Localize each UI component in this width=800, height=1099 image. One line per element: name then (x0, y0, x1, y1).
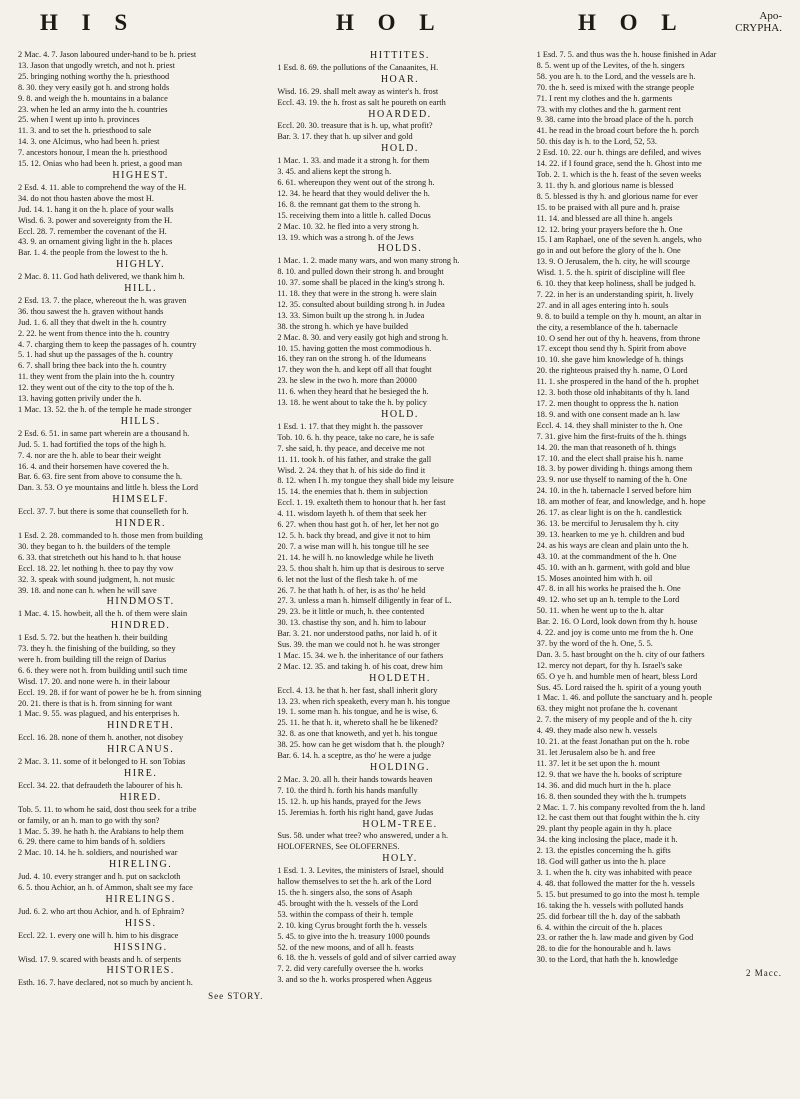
concordance-line: 1 Mac. 15. 34. we h. the inheritance of our fathers (277, 650, 444, 660)
concordance-line: HOLOFERNES, See OLOFERNES. (277, 842, 400, 852)
concordance-line: Eccl. 43. 19. the h. frost as salt he poureth on earth (277, 97, 446, 107)
concordance-line: 14. 20. the man that reasoneth of h. things (536, 442, 677, 452)
concordance-line: 58. you are h. to the Lord, and the vessels are h. (536, 71, 696, 81)
entry-heading: HOAR. (380, 73, 420, 85)
concordance-line: 23. when he led an army into the h. countries (18, 104, 168, 114)
concordance-line: 25. bringing nothing worthy the h. priesthood (18, 71, 170, 81)
concordance-line: 15. 12. Onias who had been h. priest, a good man (18, 159, 183, 169)
concordance-line: Jud. 6. 2. who art thou Achior, and h. of Ephraim? (18, 906, 185, 916)
concordance-line: were h. from building till the reign of Darius (18, 654, 167, 664)
concordance-line: Eccl. 37. 7. but there is some that counselleth for h. (18, 507, 189, 517)
concordance-line: 3. 1. when the h. city was inhabited with peace (536, 867, 692, 877)
column-left (18, 50, 263, 1090)
entry-heading: HINDER. (115, 518, 167, 530)
concordance-line: 7. 22. in her is an understanding spirit, h. lively (536, 289, 694, 299)
concordance-line: 2. 13. the epistles concerning the h. gifts (536, 846, 671, 856)
concordance-line: Tob. 5. 11. to whom he said, dost thou seek for a tribe (18, 804, 197, 814)
concordance-line: 6. 29. there came to him bands of h. soldiers (18, 837, 166, 847)
concordance-line: 4. 22. and joy is come unto me from the h. One (536, 628, 694, 638)
concordance-line: 1 Mac. 5. 39. he hath h. the Arabians to help them (18, 826, 184, 836)
concordance-line: 32. 3. speak with sound judgment, h. not music (18, 574, 175, 584)
concordance-line: 23. 9. nor use thyself to naming of the h. One (536, 475, 688, 485)
concordance-line: 12. 9. that we have the h. books of scripture (536, 769, 682, 779)
concordance-line: Eccl. 20. 30. treasure that is h. up, what profit? (277, 121, 433, 131)
concordance-line: 2 Mac. 8. 30. and very easily got high and strong h. (277, 332, 449, 342)
entry-heading: HOLD. (381, 409, 419, 420)
concordance-line: 6. 5. thou Achior, an h. of Ammon, shalt see my face (18, 883, 193, 893)
concordance-line: 45. 10. with an h. garment, with gold and blue (536, 562, 690, 572)
concordance-line: Dan. 3. 53. O ye mountains and little h. bless the Lord (18, 483, 198, 493)
concordance-line: 2 Mac. 3. 11. some of it belonged to H. son Tobias (18, 757, 186, 767)
concordance-line: 38. 25. how can he get wisdom that h. the plough? (277, 740, 445, 750)
columns (18, 50, 782, 1090)
concordance-line: 14. 3. one Alcimus, who had been h. priest (18, 137, 160, 147)
concordance-line: 73. with my clothes and the h. garment rent (536, 104, 681, 114)
concordance-line: 1 Mac. 9. 55. was plagued, and his enterprises h. (18, 709, 180, 719)
concordance-line: 17. except thou send thy h. Spirit from above (536, 344, 687, 354)
concordance-line: 7. 2. did very carefully oversee the h. works (277, 964, 424, 974)
concordance-line: Eccl. 18. 22. let nothing h. thee to pay thy vow (18, 563, 174, 573)
concordance-line: 1 Esd. 1. 3. Levites, the ministers of Israel, should (277, 866, 444, 876)
concordance-line: 53. within the compass of their h. temple (277, 909, 414, 919)
concordance-line: 7. 4. nor are the h. able to bear their weight (18, 450, 162, 460)
concordance-line: Bar. 3. 21. nor understood paths, nor laid h. of it (277, 629, 438, 639)
concordance-line: 12. 5. h. back thy bread, and give it not to him (277, 530, 431, 540)
entry-heading: HISS. (124, 917, 157, 929)
concordance-line: 2 Mac. 8. 11. God hath delivered, we thank him h. (18, 272, 185, 282)
concordance-line: 43. 9. an ornament giving light in the h. places (18, 237, 173, 247)
concordance-line: 25. 11. he that h. it, whereto shall he be likened? (277, 718, 438, 728)
entry-heading: HOLM-TREE. (362, 818, 438, 830)
concordance-line: 17. they won the h. and kept off all that fought (277, 365, 432, 375)
concordance-line: the city, a resemblance of the h. tabernacle (536, 322, 678, 332)
concordance-line: 20. 21. there is that is h. from sinning for want (18, 698, 173, 708)
concordance-line: 1 Mac. 1. 2. made many wars, and won many strong h. (277, 256, 460, 266)
concordance-line: Sus. 39. the man we could not h. he was stronger (277, 640, 440, 650)
entry-heading: HOLY. (382, 853, 418, 865)
concordance-line: 3. 11. thy h. and glorious name is blessed (536, 180, 674, 190)
concordance-line: 29. 23. be it little or much, h. thee contented (277, 607, 425, 617)
concordance-line: Wisd. 2. 24. they that h. of his side do find it (277, 465, 426, 475)
concordance-line: Esth. 16. 7. have declared, not so much by ancient h. (18, 978, 193, 988)
concordance-line: 30. 13. chastise thy son, and h. him to labour (277, 618, 426, 628)
catchword: 2 Macc. (745, 968, 782, 979)
concordance-line: Bar. 3. 17. they that h. up silver and gold (277, 132, 413, 142)
concordance-line: 6. 18. the h. vessels of gold and of silver carried away (277, 953, 457, 963)
concordance-line: 17. 10. and the elect shall praise his h. name (536, 453, 684, 463)
concordance-line: 7. ancestors honour, I mean the h. priesthood (18, 148, 167, 158)
concordance-line: Wisd. 17. 20. and none were h. in their labour (18, 676, 170, 686)
entry-heading: HIRCANUS. (107, 744, 175, 756)
concordance-line: 30. to the Lord, that hath the h. knowledge (536, 955, 678, 965)
concordance-line: 47. 8. in all his works he praised the h. One (536, 584, 681, 594)
concordance-line: Jud. 1. 6. all they that dwelt in the h. country (18, 317, 167, 327)
section-marker (735, 10, 782, 34)
concordance-line: 11. 11. took h. of his father, and strake the gall (277, 454, 432, 464)
concordance-line: 73. they h. the finishing of the building, so they (18, 644, 176, 654)
concordance-line: 2. 10. king Cyrus brought forth the h. vessels (277, 920, 427, 930)
column-right (537, 50, 782, 1090)
concordance-line: 27. 3. unless a man h. himself diligently in fear of L. (277, 596, 452, 606)
concordance-line: hallow themselves to set the h. ark of the Lord (277, 877, 432, 887)
concordance-line: 2 Esd. 6. 51. in same part wherein are a thousand h. (18, 428, 190, 438)
concordance-line: Eccl. 4. 14. they shall minister to the h. One (536, 420, 683, 430)
concordance-line: 18. 9. and with one consent made an h. law (536, 409, 680, 419)
concordance-line: or family, or an h. man to go with thy son? (18, 815, 160, 825)
concordance-line: 16. they ran on the strong h. of the Idumeans (277, 354, 426, 364)
concordance-line: 12. they went out of the city to the top of the h. (18, 383, 175, 393)
concordance-line: 7. 31. give him the first-fruits of the h. things (536, 431, 687, 441)
concordance-line: Tob. 2. 1. which is the h. feast of the seven weeks (536, 169, 702, 179)
concordance-line: 13. 33. Simon built up the strong h. in Judea (277, 310, 425, 320)
concordance-line: 10. 21. at the feast Jonathan put on the h. robe (536, 737, 690, 747)
concordance-line: 70. the h. seed is mixed with the strange people (536, 82, 695, 92)
section-marker-top: Apo- (759, 10, 782, 22)
concordance-line: 2. 7. the misery of my people and of the h. city (536, 715, 692, 725)
concordance-line: 11. 14. and blessed are all thine h. angels (536, 213, 673, 223)
concordance-line: Jud. 14. 1. hang it on the h. place of your walls (18, 204, 174, 214)
concordance-line: 52. of the new moons, and of all h. feasts (277, 942, 414, 952)
concordance-line: 15. Jeremias h. forth his right hand, gave Judas (277, 807, 434, 817)
concordance-line: 3. and so the h. works prospered when Aggeus (277, 975, 432, 985)
concordance-line: 6. 10. they that keep holiness, shall be judged h. (536, 279, 696, 289)
concordance-line: 12. mercy not depart, for thy h. Israel's sake (536, 660, 683, 670)
concordance-line: 15. 14. the enemies that h. them in subjection (277, 487, 428, 497)
entry-heading: HIMSELF. (112, 494, 169, 506)
concordance-line: 5. 15. but presumed to go into the most h. temple (536, 889, 700, 899)
concordance-line: Eccl. 28. 7. remember the covenant of the H. (18, 226, 167, 236)
concordance-line: Dan. 3. 5. hast brought on the h. city of our fathers (536, 649, 705, 659)
concordance-line: 13. Jason that ungodly wretch, and not h. priest (18, 60, 175, 70)
concordance-line: 65. O ye h. and humble men of heart, bless Lord (536, 671, 698, 681)
concordance-line: 28. to die for the honourable and h. laws (536, 944, 671, 954)
concordance-line: 1 Mac. 1. 33. and made it a strong h. for them (277, 156, 430, 166)
concordance-line: 8. 5. went up of the Levites, of the h. singers (536, 60, 685, 70)
entry-heading: HIRED. (119, 791, 162, 803)
concordance-line: 6. 33. that stretcheth out his hand to h. that house (18, 552, 181, 562)
concordance-line: 20. 7. a wise man will h. his tongue till he see (277, 541, 429, 551)
concordance-line: 9. 8. and weigh the h. mountains in a balance (18, 93, 168, 103)
concordance-line: 13. having gotten privily under the h. (18, 394, 142, 404)
concordance-line: 39. 18. and none can h. when he will save (18, 585, 157, 595)
concordance-line: 34. the king inclosing the place, made it h. (536, 835, 678, 845)
concordance-line: 2 Esd. 10. 22. our h. things are defiled, and wives (536, 148, 701, 158)
concordance-line: Jud. 5. 1. had fortified the tops of the high h. (18, 439, 166, 449)
concordance-line: 7. she said, h. thy peace, and deceive me not (277, 443, 425, 453)
concordance-line: Eccl. 4. 13. he that h. her fast, shall inherit glory (277, 685, 438, 695)
concordance-line: 8. 10. and pulled down their strong h. and brought (277, 267, 444, 277)
concordance-line: 17. 2. men thought to oppress the h. nation (536, 399, 679, 408)
concordance-line: Bar. 2. 16. O Lord, look down from thy h. house (536, 617, 698, 627)
concordance-line: 10. 37. some shall be placed in the king's strong h. (277, 278, 445, 288)
running-head (18, 10, 782, 50)
concordance-line: 2 Mac. 1. 7. his company revolted from the h. land (536, 802, 705, 812)
running-head-right: H O L (578, 10, 686, 35)
concordance-line: 2 Mac. 4. 7. Jason laboured under-hand to be h. priest (18, 50, 197, 59)
entry-heading: HOLDS. (377, 243, 423, 255)
concordance-line: 18. am mother of fear, and knowledge, and h. hope (536, 497, 706, 507)
concordance-line: 63. they might not profane the h. covenant (536, 704, 678, 714)
concordance-line: 11. 6. when they heard that he besieged the h. (277, 387, 429, 397)
concordance-line: 12. 35. consulted about building strong h. in Judea (277, 299, 445, 309)
concordance-line: 37. by the word of the h. One, 5. 5. (536, 638, 653, 648)
concordance-line: 1 Esd. 5. 72. but the heathen h. their building (18, 633, 168, 643)
concordance-line: 71. I rent my clothes and the h. garments (536, 93, 673, 103)
catchword: See STORY. (208, 991, 264, 1002)
concordance-line: 8. 5. blessed is thy h. and glorious name for ever (536, 191, 698, 201)
concordance-line: 23. 5. thou shalt h. him up that is desirous to serve (277, 563, 445, 573)
concordance-line: Bar. 6. 14. h. a sceptre, as tho' he were a judge (277, 751, 431, 761)
concordance-line: 15. receiving them into a little h. called Docus (277, 210, 431, 220)
concordance-line: 1 Esd. 8. 69. the pollutions of the Canaanites, H. (277, 62, 439, 72)
concordance-line: 11. 3. and to set the h. priesthood to sale (18, 126, 152, 136)
concordance-line: 21. 14. he will h. no knowledge while he liveth (277, 552, 434, 562)
concordance-line: 43. 10. at the commandment of the h. One (536, 551, 677, 561)
concordance-line: 2. 22. he went from thence into the h. country (18, 328, 170, 338)
concordance-line: 1 Esd. 2. 28. commanded to h. those men from building (18, 530, 203, 540)
concordance-line: 41. he read in the broad court before the h. porch (536, 126, 699, 136)
concordance-line: 19. 1. some man h. his tongue, and he is wise, 6. (277, 707, 438, 717)
concordance-line: 25. did forbear till the h. day of the sabbath (536, 911, 681, 921)
concordance-line: 45. brought with the h. vessels of the Lord (277, 898, 418, 908)
entry-heading: HIRE. (123, 768, 158, 779)
concordance-line: 50. this day is h. to the Lord, 52, 53. (536, 137, 657, 147)
concordance-line: 15. the h. singers also, the sons of Asaph (277, 887, 413, 897)
concordance-line: Wisd. 17. 9. scared with beasts and h. of serpents (18, 954, 182, 964)
concordance-line: 7. 10. the third h. forth his hands manfully (277, 785, 418, 795)
concordance-line: 2 Mac. 10. 14. he h. soldiers, and nourished war (18, 848, 178, 858)
entry-heading: HIRELINGS. (105, 893, 176, 905)
concordance-line: 16. 4. and their horsemen have covered the h. (18, 461, 169, 471)
concordance-line: Eccl. 34. 22. that defraudeth the labourer of his h. (18, 780, 183, 790)
concordance-line: Wisd. 16. 29. shall melt away as winter's h. frost (277, 86, 439, 96)
entry-heading: HOARDED. (368, 108, 432, 120)
entry-heading: HINDRETH. (107, 720, 175, 732)
concordance-line: Sus. 58. under what tree? who answered, under a h. (277, 831, 449, 841)
entry-heading: HISTORIES. (106, 965, 175, 977)
concordance-line: 15. to be praised with all pure and h. praise (536, 202, 680, 212)
concordance-line: 4. 11. wisdom layeth h. of them that seek her (277, 509, 427, 519)
concordance-line: 39. 13. hearken to me ye h. children and bud (536, 529, 685, 539)
concordance-line: 32. 8. as one that knoweth, and yet h. his tongue (277, 729, 438, 739)
concordance-line: Wisd. 1. 5. the h. spirit of discipline will flee (536, 268, 685, 278)
concordance-line: 1 Esd. 1. 17. that they might h. the passover (277, 421, 423, 431)
concordance-line: 12. 34. he heard that they would deliver the h. (277, 188, 430, 198)
concordance-line: 8. 12. when I h. my tongue they shall bide my leisure (277, 476, 454, 486)
concordance-line: 1 Mac. 13. 52. the h. of the temple he made stronger (18, 405, 192, 414)
concordance-line: 2 Esd. 4. 11. able to comprehend the way of the H. (18, 182, 187, 192)
concordance-line: 6. 61. whereupon they went out of the strong h. (277, 177, 435, 187)
concordance-line: 11. they went from the plain into the h. country (18, 372, 175, 382)
entry-heading: HOLDING. (369, 762, 431, 773)
concordance-line: 29. plant thy people again in thy h. place (536, 824, 672, 834)
concordance-line: 49. 12. who set up an h. temple to the Lord (536, 595, 680, 605)
section-marker-bottom: CRYPHA. (735, 22, 782, 34)
concordance-line: 5. 1. had shut up the passages of the h. country (18, 350, 174, 360)
concordance-line: 14. 36. and did much hurt in the h. place (536, 780, 671, 790)
concordance-line: 15. Moses anointed him with h. oil (536, 573, 653, 583)
concordance-line: Eccl. 19. 28. if for want of power he be h. from sinning (18, 687, 202, 697)
concordance-line: 6. let not the lust of the flesh take h. of me (277, 574, 418, 584)
concordance-line: 12. 3. both those old inhabitants of thy h. land (536, 388, 690, 398)
entry-heading: HINDRED. (110, 620, 171, 632)
concordance-line: Wisd. 6. 3. power and sovereignty from the H. (18, 215, 173, 225)
concordance-line: 50. 11. when he went up to the h. altar (536, 606, 664, 616)
concordance-line: 26. 17. as clear light is on the h. candlestick (536, 508, 682, 518)
concordance-line: 9. 38. came into the broad place of the h. porch (536, 115, 694, 125)
concordance-line: 16. 8. the remnant gat them to the strong h. (277, 199, 421, 209)
concordance-line: Tob. 10. 6. h. thy peace, take no care, he is safe (277, 432, 435, 442)
entry-heading: HIGHEST. (112, 169, 169, 181)
column-middle (277, 50, 522, 1090)
concordance-line: 6. 6. they were not h. from building until such time (18, 665, 188, 675)
concordance-line: Sus. 45. Lord raised the h. spirit of a young youth (536, 682, 702, 692)
concordance-line: 6. 4. within the circuit of the h. places (536, 922, 663, 932)
concordance-line: 13. 19. which was a strong h. of the Jews (277, 232, 414, 242)
concordance-line: 2 Mac. 3. 20. all h. their hands towards heaven (277, 774, 433, 784)
concordance-line: 15. I am Raphael, one of the seven h. angels, who (536, 235, 702, 245)
concordance-line: 18. God will gather us into the h. place (536, 857, 666, 867)
concordance-line: 27. and in all ages entering into h. souls (536, 300, 669, 310)
concordance-line: 10. 15. having gotten the most commodious h. (277, 343, 432, 353)
entry-heading: HINDMOST. (106, 596, 175, 608)
concordance-line: 18. 3. by power dividing h. things among them (536, 464, 693, 474)
entry-heading: HIRELING. (109, 859, 173, 871)
concordance-line: Eccl. 16. 28. none of them h. another, not disobey (18, 733, 184, 743)
concordance-line: 26. 7. he that hath h. of her, is as tho' he held (277, 585, 426, 595)
concordance-line: 10. 10. she gave him knowledge of h. things (536, 355, 684, 365)
concordance-line: 3. 45. and aliens kept the strong h. (277, 167, 392, 177)
concordance-line: Bar. 6. 63. fire sent from above to consume the h. (18, 472, 183, 482)
concordance-line: 24. 10. in the h. tabernacle I served before him (536, 486, 692, 496)
entry-heading: HOLDETH. (369, 672, 431, 684)
entry-heading: HILL. (124, 283, 158, 295)
concordance-line: 36. thou sawest the h. graven without hands (18, 306, 164, 316)
concordance-line: 12. he cast them out that fought within the h. city (536, 813, 700, 823)
concordance-line: 8. 30. they very easily got h. and strong holds (18, 82, 170, 92)
concordance-line: 13. 18. he went about to take the h. by policy (277, 398, 427, 408)
concordance-line: 13. 23. when rich speaketh, every man h. his tongue (277, 696, 450, 706)
entry-heading: HIGHLY. (116, 259, 166, 271)
concordance-line: 24. as his ways are clean and plain unto the h. (536, 540, 689, 550)
concordance-line: 23. or rather the h. law made and given by God (536, 933, 694, 943)
concordance-line: 1 Mac. 4. 15. howbeit, all the h. of them were slain (18, 609, 188, 619)
concordance-line: 11. 18. they that were in the strong h. were slain (277, 289, 437, 299)
concordance-line: 11. 37. let it be set upon the h. mount (536, 758, 660, 768)
running-head-left: H I S (40, 10, 137, 35)
concordance-line: 23. he slew in the two h. more than 20000 (277, 376, 417, 386)
concordance-line: Bar. 1. 4. the people from the lowest to the h. (18, 248, 168, 258)
concordance-line: go in and out before the glory of the h. One (536, 246, 681, 256)
concordance-line: 16. 8. then sounded they with the h. trumpets (536, 791, 687, 801)
running-head-center: H O L (336, 10, 444, 35)
entry-heading: HOLD. (381, 143, 419, 155)
concordance-line: 9. 8. to build a temple on thy h. mount, an altar in (536, 311, 702, 321)
concordance-line: 2 Mac. 10. 32. he fled into a very strong h. (277, 221, 419, 231)
concordance-line: 14. 22. if I found grace, send the h. Ghost into me (536, 159, 702, 169)
concordance-line: 10. O send her out of thy h. heavens, from throne (536, 333, 701, 343)
entry-heading: HITTITES. (370, 50, 430, 61)
concordance-line: 25. when I went up into h. provinces (18, 115, 140, 125)
concordance-line: Eccl. 1. 19. exalteth them to honour that h. her fast (277, 498, 446, 508)
concordance-line: 11. 1. she prospered in the hand of the h. prophet (536, 377, 699, 387)
concordance-line: 20. the righteous praised thy h. name, O Lord (536, 366, 688, 376)
concordance-line: 4. 7. charging them to keep the passages of h. country (18, 339, 197, 349)
concordance-line: 30. they began to h. the builders of the temple (18, 541, 171, 551)
concordance-line: Eccl. 22. 1. every one will h. him to his disgrace (18, 930, 179, 940)
concordance-line: 12. 12. bring your prayers before the h. One (536, 224, 683, 234)
concordance-line: 6. 7. shall bring thee back into the h. country (18, 361, 167, 371)
concordance-line: 16. taking the h. vessels with polluted hands (536, 900, 684, 910)
concordance-line: 31. let Jerusalem also be h. and free (536, 748, 656, 757)
concordance-line: 2 Mac. 12. 35. and taking h. of his coat, drew him (277, 661, 443, 671)
concordance-line: 38. the strong h. which ye have builded (277, 321, 408, 331)
entry-heading: HILLS. (120, 415, 161, 427)
concordance-line: 34. do not thou hasten above the most H. (18, 193, 154, 203)
concordance-line: 1 Mac. 1. 46. and pollute the sanctuary and h. people (536, 693, 713, 703)
concordance-line: 2 Esd. 13. 7. the place, whereout the h. was graven (18, 295, 187, 305)
concordance-line: 1 Esd. 7. 5. and thus was the h. house finished in Adar (536, 50, 717, 59)
concordance-line: 13. 9. O Jerusalem, the h. city, he will scourge (536, 257, 690, 267)
concordance-line: 5. 45. to give into the h. treasury 1000 pounds (277, 931, 430, 941)
concordance-line: Jud. 4. 10. every stranger and h. put on sackcloth (18, 872, 181, 882)
concordance-line: 6. 27. when thou hast got h. of her, let her not go (277, 520, 439, 530)
concordance-line: 4. 48. that followed the matter for the h. vessels (536, 878, 695, 888)
concordance-line: 4. 49. they made also new h. vessels (536, 726, 657, 736)
concordance-line: 15. 12. h. up his hands, prayed for the Jews (277, 796, 421, 806)
concordance-line: 36. 13. be merciful to Jerusalem thy h. city (536, 518, 679, 528)
entry-heading: HISSING. (113, 941, 168, 953)
